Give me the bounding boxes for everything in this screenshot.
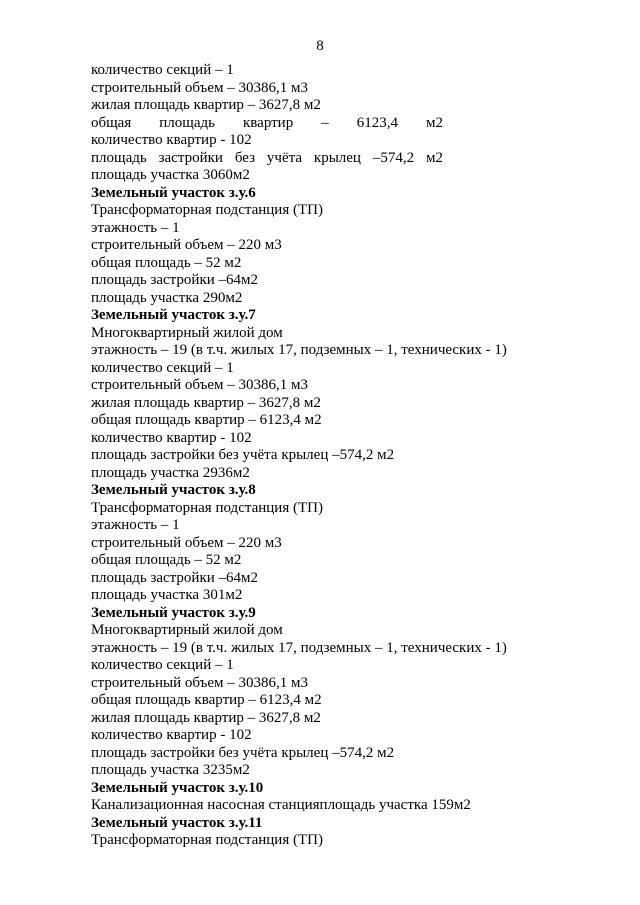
- text-line: Многоквартирный жилой дом: [91, 622, 283, 638]
- text-line: строительный объем – 220 м3: [91, 534, 282, 551]
- word: м2: [426, 114, 443, 131]
- text-line: Многоквартирный жилой дом: [91, 324, 283, 341]
- word: –: [321, 114, 329, 131]
- word: площадь: [91, 149, 147, 166]
- text-line: [91, 150, 443, 168]
- text-line: этажность – 19 (в т.ч. жилых 17, подземных – 1, технических - 1): [91, 342, 507, 358]
- text-line: количество секций – 1: [91, 62, 234, 78]
- section-heading: Земельный участок з.у.10: [91, 779, 264, 796]
- section-heading: Земельный участок з.у.6: [91, 184, 256, 201]
- text-line: площадь участка 290м2: [91, 289, 243, 306]
- word: квартир: [242, 114, 294, 131]
- text-line: Трансформаторная подстанция (ТП): [91, 499, 323, 516]
- text-line: этажность – 19 (в т.ч. жилых 17, подземных – 1, технических - 1): [91, 639, 507, 656]
- word: м2: [425, 149, 443, 166]
- text-line: жилая площадь квартир – 3627,8 м2: [91, 97, 321, 113]
- text-line: площадь застройки без учёта крылец –574,2 м2: [91, 447, 395, 463]
- text-line: общая площадь квартир – 6123,4 м2: [91, 412, 322, 428]
- word: учёта: [266, 149, 303, 166]
- word: –574,2: [372, 149, 415, 166]
- text-line: количество секций – 1: [91, 657, 234, 673]
- text-line: общая площадь – 52 м2: [91, 552, 242, 568]
- word: площадь: [159, 114, 215, 131]
- word: 6123,4: [356, 114, 398, 131]
- word: без: [234, 149, 256, 166]
- text-line: количество квартир - 102: [91, 727, 252, 743]
- text-line: площадь участка 2936м2: [91, 464, 250, 481]
- text-line: общая площадь квартир – 6123,4 м2: [91, 692, 322, 708]
- word: общая: [91, 114, 132, 131]
- word: застройки: [158, 149, 223, 166]
- text-line: строительный объем – 30386,1 м3: [91, 377, 309, 393]
- page-number: 8: [316, 38, 324, 54]
- text-line: этажность – 1: [91, 517, 180, 533]
- text-line: строительный объем – 30386,1 м3: [91, 674, 309, 691]
- text-line: [91, 115, 443, 133]
- text-line: Трансформаторная подстанция (ТП): [91, 202, 323, 218]
- text-line: площадь участка 3235м2: [91, 762, 250, 778]
- text-line: строительный объем – 30386,1 м3: [91, 79, 309, 96]
- section-heading: Земельный участок з.у.7: [91, 307, 256, 323]
- text-line: строительный объем – 220 м3: [91, 237, 282, 253]
- text-line: площадь участка 3060м2: [91, 167, 250, 183]
- section-heading: Земельный участок з.у.8: [91, 482, 256, 498]
- text-line: этажность – 1: [91, 219, 180, 236]
- text-line: площадь застройки без учёта крылец –574,2 м2: [91, 744, 395, 761]
- text-line: площадь участка 301м2: [91, 587, 243, 603]
- text-line: общая площадь – 52 м2: [91, 254, 242, 271]
- text-line: Канализационная насосная станцияплощадь участка 159м2: [91, 797, 471, 813]
- section-heading: Земельный участок з.у.9: [91, 604, 256, 621]
- section-heading: Земельный участок з.у.11: [91, 814, 263, 831]
- text-line: количество квартир - 102: [91, 132, 252, 148]
- text-line: Трансформаторная подстанция (ТП): [91, 832, 323, 848]
- text-line: количество квартир - 102: [91, 429, 252, 446]
- document-body: [91, 62, 571, 850]
- word: крылец: [313, 149, 361, 166]
- text-line: площадь застройки –64м2: [91, 272, 259, 288]
- text-line: площадь застройки –64м2: [91, 569, 259, 586]
- text-line: жилая площадь квартир – 3627,8 м2: [91, 394, 321, 411]
- text-line: количество секций – 1: [91, 359, 234, 376]
- text-line: жилая площадь квартир – 3627,8 м2: [91, 709, 321, 726]
